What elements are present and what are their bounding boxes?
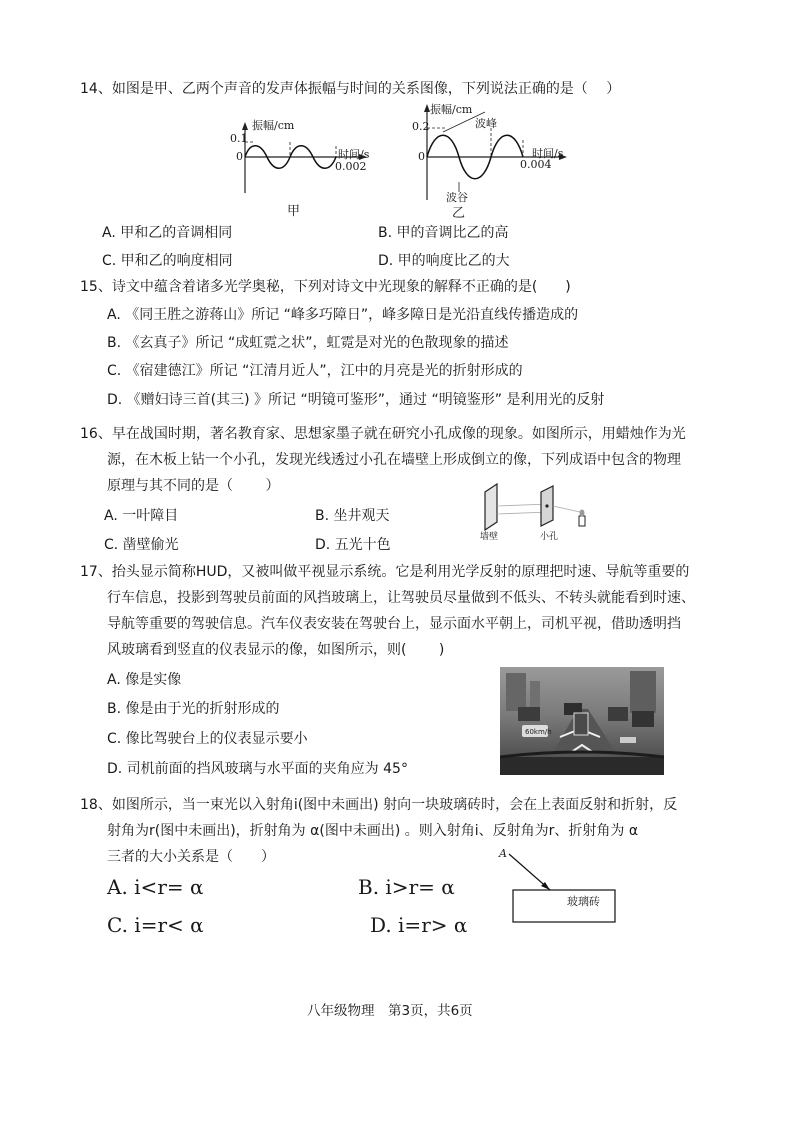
jia-y-tick: 0.1 [230,132,248,145]
q16-line-3: 原理与其不同的是（ ） [107,478,280,494]
page-footer: 八年级物理 第3页，共6页 [307,1003,473,1019]
q16-line-1: 16、早在战国时期，著名教育家、思想家墨子就在研究小孔成像的现象。如图所示，用蜡烛作为光 [80,426,686,442]
yi-trough-label: 波谷 [446,191,468,204]
q16-option-c: C. 凿壁偷光 [104,537,179,553]
yi-caption: 乙 [452,206,466,221]
q15-stem: 15、诗文中蕴含着诸多光学奥秘，下列对诗文中光现象的解释不正确的是( ) [80,279,571,295]
q16-option-a: A. 一叶障目 [104,508,179,524]
jia-ylabel: 振幅/cm [252,119,295,132]
q18-line-2: 射角为r(图中未画出)，折射角为 α(图中未画出) 。则入射角i、反射角为r、折射角为 α [107,823,639,839]
jia-zero: 0 [236,150,243,163]
glass-point-a: A [499,847,507,860]
q17-option-d: D. 司机前面的挡风玻璃与水平面的夹角应为 45° [107,761,408,777]
q14-option-b: B. 甲的音调比乙的高 [378,225,509,241]
q14-stem: 14、如图是甲、乙两个声音的发声体振幅与时间的关系图像，下列说法正确的是（ ） [80,81,621,97]
q14-option-d: D. 甲的响度比乙的大 [378,253,510,269]
yi-peak-label: 波峰 [475,117,497,130]
q17-option-b: B. 像是由于光的折射形成的 [107,701,280,717]
yi-ylabel: 振幅/cm [430,103,473,116]
pinhole-hole-label: 小孔 [540,532,559,542]
q18-option-c: C. i=r< α [107,913,204,937]
yi-x-tick: 0.004 [520,158,552,171]
q16-line-2: 源，在木板上钻一个小孔，发现光线透过小孔在墙壁上形成倒立的像，下列成语中包含的物理 [107,452,681,468]
jia-xlabel: 时间/s [338,148,370,161]
q15-option-a: A. 《同王胜之游蒋山》所记 “峰多巧障日”，峰多障日是光沿直线传播造成的 [107,307,579,323]
q15-option-c: C. 《宿建德江》所记 “江清月近人”，江中的月亮是光的折射形成的 [107,363,523,379]
q17-line-1: 17、抬头显示简称HUD，又被叫做平视显示系统。它是利用光学反射的原理把时速、导航等重要的 [80,564,690,580]
q18-line-1: 18、如图所示，当一束光以入射角i(图中未画出) 射向一块玻璃砖时，会在上表面反射和折射，反 [80,797,678,813]
pinhole-wall-label: 墙壁 [480,532,499,542]
hud-photo [500,667,664,775]
jia-x-tick: 0.002 [335,160,367,173]
q18-option-d: D. i=r> α [370,913,468,937]
q16-option-d: D. 五光十色 [315,537,391,553]
q18-option-b: B. i>r= α [358,875,455,899]
yi-xlabel: 时间/s [532,147,564,160]
q17-line-3: 导航等重要的驾驶信息。汽车仪表安装在驾驶台上，显示面水平朝上，司机平视，借助透明挡 [107,616,681,632]
jia-caption: 甲 [287,204,301,219]
q15-option-b: B. 《玄真子》所记 “成虹霓之状”，虹霓是对光的色散现象的描述 [107,335,509,351]
q18-option-a: A. i<r= α [107,875,204,899]
q17-line-2: 行车信息，投影到驾驶员前面的风挡玻璃上，让驾驶员尽量做到不低头、不转头就能看到时速、 [107,590,695,606]
q17-line-4: 风玻璃看到竖直的仪表显示的像，如图所示，则( ) [107,642,445,658]
yi-zero: 0 [418,150,425,163]
q16-option-b: B. 坐井观天 [315,508,390,524]
q18-line-3: 三者的大小关系是（ ） [107,849,275,865]
q15-option-d: D. 《赠妇诗三首(其三) 》所记 “明镜可鉴形”，通过 “明镜鉴形” 是利用光的反射 [107,392,605,408]
yi-y-tick: 0.2 [412,120,430,133]
q14-option-a: A. 甲和乙的音调相同 [102,225,233,241]
q17-option-a: A. 像是实像 [107,672,182,688]
glass-brick-figure [495,848,625,928]
q14-option-c: C. 甲和乙的响度相同 [102,253,233,269]
q17-option-c: C. 像比驾驶台上的仪表显示要小 [107,731,308,747]
hud-speed: 60km/h [525,728,552,736]
glass-brick-label: 玻璃砖 [567,895,600,908]
